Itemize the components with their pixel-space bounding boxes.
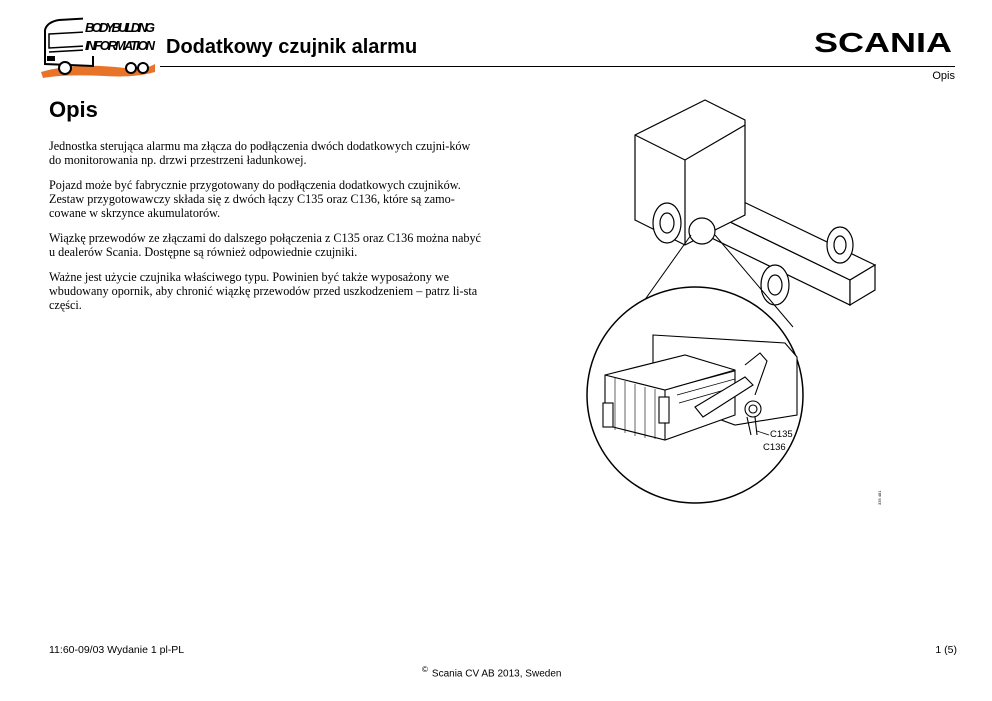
paragraph: Wiązkę przewodów ze złączami do dalszego połączenia z C135 oraz C136 można nabyć u dealerów Scania. Dostępne są również odpowiednie czujniki. xyxy=(49,231,481,259)
copyright-text: Scania CV AB 2013, Sweden xyxy=(431,668,562,680)
page-heading: Opis xyxy=(49,97,98,122)
figure-code: 335 481 xyxy=(877,490,882,505)
scania-brand-text: SCANIA xyxy=(814,28,952,56)
paragraph: Jednostka sterująca alarmu ma złącza do podłączenia dwóch dodatkowych czujni-ków do monitorowania np. drzwi przestrzeni ładunkowej. xyxy=(49,139,471,167)
logo-text-line-2: INFORMATION xyxy=(85,38,155,53)
copyright xyxy=(422,665,561,679)
header-divider xyxy=(160,66,955,67)
document-id: 11:60-09/03 Wydanie 1 pl-PL xyxy=(49,644,185,656)
paragraph: Ważne jest użycie czujnika właściwego typu. Powinien być także wyposażony we wbudowany opornik, aby chronić wiązkę przewodów przed uszkodzeniem – patrz li-sta części. xyxy=(49,270,478,312)
page-number: 1 (5) xyxy=(935,644,957,656)
truck-battery-box-illustration xyxy=(585,95,885,515)
connector-label-c136: C136 xyxy=(763,442,786,453)
body-text xyxy=(49,139,485,323)
section-tag: Opis xyxy=(932,70,955,82)
connector-label-c135: C135 xyxy=(770,429,793,440)
scania-logo xyxy=(814,28,954,56)
paragraph: Pojazd może być fabrycznie przygotowany do podłączenia dodatkowych czujników. Zestaw przygotowawczy składa się z dwóch łączy C135 oraz C136, które są zamo-cowane w skrzynce akumulatorów. xyxy=(49,178,461,220)
bodybuilding-information-logo xyxy=(35,12,157,82)
document-title: Dodatkowy czujnik alarmu xyxy=(166,36,418,58)
copyright-symbol: © xyxy=(422,665,428,674)
logo-text-line-1: BODYBUILDING xyxy=(85,20,155,35)
